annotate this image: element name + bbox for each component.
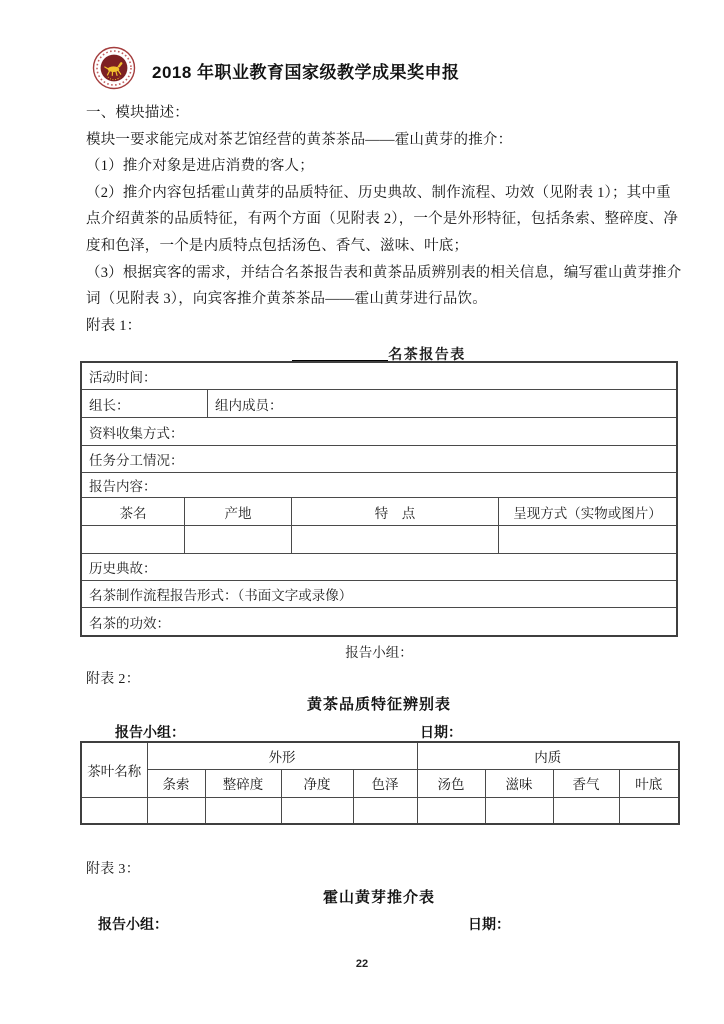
members-cell: 组内成员： [207, 390, 676, 417]
body-line: 模块一要求能完成对茶艺馆经营的黄茶茶品——霍山黄芽的推介： [86, 131, 513, 148]
empty-cell [291, 526, 498, 553]
aroma-header: 香气 [553, 769, 619, 797]
empty-cell [281, 797, 353, 824]
history-cell: 历史典故： [89, 561, 157, 576]
appendix3-group-label: 报告小组： [98, 916, 168, 932]
famous-tea-report-table [80, 361, 678, 637]
table-header-row [81, 742, 679, 769]
table-row [82, 417, 676, 445]
empty-cell [619, 797, 679, 824]
empty-cell [353, 797, 417, 824]
empty-cell [417, 797, 485, 824]
body-line: （1）推介对象是进店消费的客人； [86, 158, 314, 175]
report-content-cell: 报告内容： [89, 479, 157, 494]
table-empty-row [82, 525, 676, 553]
yellow-tea-quality-table [80, 741, 680, 825]
appearance-group-header: 外形 [147, 742, 417, 769]
table-row [82, 472, 676, 497]
strip-header: 条索 [147, 769, 205, 797]
effect-cell: 名茶的功效： [89, 615, 170, 631]
appendix2-label: 附表 2： [86, 672, 140, 687]
table-row [82, 389, 676, 417]
leader-cell: 组长： [89, 397, 130, 413]
leaf-bottom-header: 叶底 [619, 769, 679, 797]
table-subheader-row [81, 769, 679, 797]
table-row [82, 445, 676, 472]
module-description [86, 100, 686, 339]
collect-method-cell: 资料收集方式： [89, 425, 184, 441]
table-row [82, 607, 676, 635]
origin-header: 产地 [184, 498, 291, 525]
page-title: 2018 年职业教育国家级教学成果奖申报 [152, 63, 460, 82]
empty-cell [553, 797, 619, 824]
appendix3-title: 霍山黄芽推介表 [322, 889, 435, 906]
table-row [82, 553, 676, 580]
presentation-header: 呈现方式（实物或图片） [498, 498, 676, 525]
empty-cell [147, 797, 205, 824]
table-empty-row [81, 797, 679, 824]
tea-leaf-name-header: 茶叶名称 [81, 742, 147, 797]
report-group-note: 报告小组： [345, 645, 413, 660]
body-line: （2）推介内容包括霍山黄芽的品质特征、历史典故、制作流程、功效（见附表 1）；其中重 [86, 184, 671, 201]
empty-cell [82, 526, 184, 553]
body-line: （3）根据宾客的需求，并结合名茶报告表和黄茶品质辨别表的相关信息，编写霍山黄芽推介 [86, 264, 682, 281]
empty-cell [184, 526, 291, 553]
inner-quality-group-header: 内质 [417, 742, 679, 769]
evenness-header: 整碎度 [205, 769, 281, 797]
body-line: 一、模块描述： [86, 105, 189, 121]
liquor-color-header: 汤色 [417, 769, 485, 797]
school-seal-icon [92, 46, 136, 90]
task-division-cell: 任务分工情况： [89, 453, 184, 468]
fill-in-blank-line [292, 346, 388, 361]
taste-header: 滋味 [485, 769, 553, 797]
empty-cell [485, 797, 553, 824]
appendix3-date-label: 日期： [468, 916, 510, 932]
appendix2-title: 黄茶品质特征辨别表 [306, 696, 451, 713]
empty-cell [81, 797, 147, 824]
appendix3-label: 附表 3： [86, 862, 140, 877]
table1-caption-text: 名茶报告表 [388, 348, 466, 363]
table-header-row [82, 497, 676, 525]
appendix2-group-label: 报告小组： [115, 724, 185, 740]
appendix2-date-label: 日期： [420, 724, 462, 740]
empty-cell [498, 526, 676, 553]
empty-cell [205, 797, 281, 824]
process-report-cell: 名茶制作流程报告形式：（书面文字或录像） [89, 588, 353, 603]
body-line: 词（见附表 3），向宾客推介黄茶茶品——霍山黄芽进行品饮。 [86, 291, 487, 308]
cleanness-header: 净度 [281, 769, 353, 797]
feature-header: 特 点 [291, 498, 498, 525]
appendix1-label: 附表 1： [86, 317, 142, 334]
color-header: 色泽 [353, 769, 417, 797]
table-row [82, 363, 676, 389]
seal-svg [92, 46, 136, 90]
table-row [82, 580, 676, 607]
activity-time-cell: 活动时间： [89, 370, 157, 385]
body-line: 度和色泽，一个是内质特点包括汤色、香气、滋味、叶底； [86, 237, 469, 254]
page-number: 22 [355, 958, 369, 970]
tea-name-header: 茶名 [119, 505, 147, 521]
body-line: 点介绍黄茶的品质特征，有两个方面（见附表 2），一个是外形特征，包括条索、整碎度、净 [86, 211, 679, 228]
